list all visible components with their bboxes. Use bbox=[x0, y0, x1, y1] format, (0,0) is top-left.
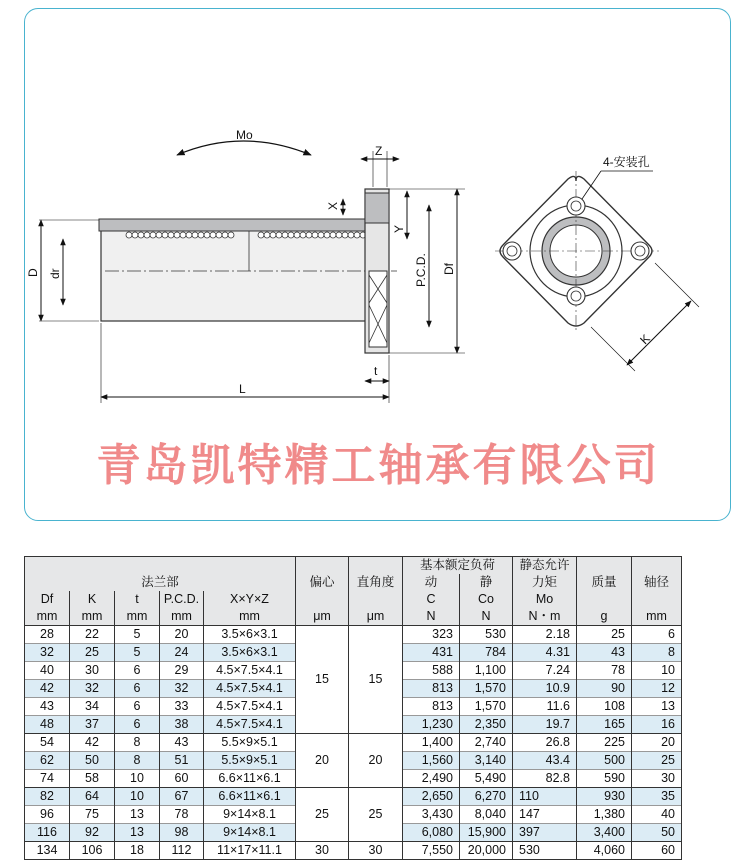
cell-mass: 590 bbox=[577, 770, 632, 788]
cell-shaft: 60 bbox=[632, 842, 682, 860]
cell-eccentric: 25 bbox=[296, 788, 349, 842]
cell-mass: 108 bbox=[577, 698, 632, 716]
unit-eccentric: μm bbox=[296, 608, 349, 626]
cell-xyz: 4.5×7.5×4.1 bbox=[204, 662, 296, 680]
cell-mo: 82.8 bbox=[513, 770, 577, 788]
cell-pcd: 78 bbox=[160, 806, 204, 824]
cell-t: 6 bbox=[115, 698, 160, 716]
cell-mo: 147 bbox=[513, 806, 577, 824]
cell-df: 40 bbox=[25, 662, 70, 680]
cell-t: 6 bbox=[115, 662, 160, 680]
cell-pcd: 51 bbox=[160, 752, 204, 770]
cell-df: 54 bbox=[25, 734, 70, 752]
unit-co: N bbox=[460, 608, 513, 626]
cell-c: 813 bbox=[403, 698, 460, 716]
header-dynamic: 动 bbox=[403, 574, 460, 591]
cell-mass: 225 bbox=[577, 734, 632, 752]
cell-t: 13 bbox=[115, 824, 160, 842]
label-mount-hole: 4-安装孔 bbox=[603, 155, 650, 169]
cell-k: 92 bbox=[70, 824, 115, 842]
col-pcd: P.C.D. bbox=[160, 591, 204, 608]
table-header bbox=[25, 557, 682, 626]
header-perpendicularity: 直角度 bbox=[349, 557, 403, 609]
unit-t: mm bbox=[115, 608, 160, 626]
cell-mass: 1,380 bbox=[577, 806, 632, 824]
unit-df: mm bbox=[25, 608, 70, 626]
cell-pcd: 67 bbox=[160, 788, 204, 806]
col-co: Co bbox=[460, 591, 513, 608]
cell-k: 64 bbox=[70, 788, 115, 806]
cell-shaft: 40 bbox=[632, 806, 682, 824]
cell-co: 20,000 bbox=[460, 842, 513, 860]
cell-df: 74 bbox=[25, 770, 70, 788]
label-k: K bbox=[637, 331, 653, 348]
label-y: Y bbox=[392, 224, 406, 233]
cell-co: 2,740 bbox=[460, 734, 513, 752]
moment-arrow bbox=[177, 141, 311, 155]
label-z: Z bbox=[375, 144, 383, 158]
col-df: Df bbox=[25, 591, 70, 608]
col-mo: Mo bbox=[513, 591, 577, 608]
cell-t: 18 bbox=[115, 842, 160, 860]
cell-df: 116 bbox=[25, 824, 70, 842]
cell-k: 106 bbox=[70, 842, 115, 860]
cell-perpendicularity: 15 bbox=[349, 626, 403, 734]
label-x: X bbox=[326, 201, 340, 210]
company-watermark: 青岛凯特精工轴承有限公司 bbox=[96, 440, 661, 491]
cell-xyz: 11×17×11.1 bbox=[204, 842, 296, 860]
cell-co: 530 bbox=[460, 626, 513, 644]
cell-t: 8 bbox=[115, 734, 160, 752]
table-row bbox=[25, 734, 682, 752]
cell-co: 3,140 bbox=[460, 752, 513, 770]
cell-df: 32 bbox=[25, 644, 70, 662]
table-row bbox=[25, 842, 682, 860]
label-df: Df bbox=[442, 263, 456, 275]
cell-k: 58 bbox=[70, 770, 115, 788]
cell-k: 25 bbox=[70, 644, 115, 662]
unit-xyz: mm bbox=[204, 608, 296, 626]
table-body bbox=[25, 626, 682, 860]
label-t: t bbox=[374, 364, 378, 378]
table-row bbox=[25, 626, 682, 644]
cell-t: 13 bbox=[115, 806, 160, 824]
cell-c: 1,560 bbox=[403, 752, 460, 770]
cell-mo: 10.9 bbox=[513, 680, 577, 698]
cell-mass: 25 bbox=[577, 626, 632, 644]
cell-k: 30 bbox=[70, 662, 115, 680]
cell-t: 6 bbox=[115, 680, 160, 698]
cell-xyz: 5.5×9×5.1 bbox=[204, 734, 296, 752]
cell-df: 134 bbox=[25, 842, 70, 860]
specification-table bbox=[24, 556, 682, 860]
cell-mo: 397 bbox=[513, 824, 577, 842]
cell-shaft: 50 bbox=[632, 824, 682, 842]
cell-c: 813 bbox=[403, 680, 460, 698]
cell-mass: 165 bbox=[577, 716, 632, 734]
unit-mo: N・m bbox=[513, 608, 577, 626]
cell-mo: 11.6 bbox=[513, 698, 577, 716]
cell-t: 6 bbox=[115, 716, 160, 734]
cell-shaft: 13 bbox=[632, 698, 682, 716]
cell-df: 62 bbox=[25, 752, 70, 770]
cell-t: 10 bbox=[115, 770, 160, 788]
cell-t: 8 bbox=[115, 752, 160, 770]
cell-mass: 3,400 bbox=[577, 824, 632, 842]
cell-xyz: 5.5×9×5.1 bbox=[204, 752, 296, 770]
cell-eccentric: 30 bbox=[296, 842, 349, 860]
cell-pcd: 98 bbox=[160, 824, 204, 842]
drawing-panel bbox=[24, 8, 731, 521]
cell-mass: 43 bbox=[577, 644, 632, 662]
cell-xyz: 9×14×8.1 bbox=[204, 806, 296, 824]
cell-mass: 78 bbox=[577, 662, 632, 680]
cell-mass: 930 bbox=[577, 788, 632, 806]
cell-co: 5,490 bbox=[460, 770, 513, 788]
cell-df: 28 bbox=[25, 626, 70, 644]
label-dr: dr bbox=[48, 268, 62, 279]
cell-pcd: 32 bbox=[160, 680, 204, 698]
header-static-moment: 静态允许 bbox=[513, 557, 577, 575]
col-t: t bbox=[115, 591, 160, 608]
header-mass: 质量 bbox=[577, 557, 632, 609]
flange-front-view bbox=[495, 171, 659, 331]
cell-shaft: 10 bbox=[632, 662, 682, 680]
cell-xyz: 4.5×7.5×4.1 bbox=[204, 716, 296, 734]
cell-xyz: 4.5×7.5×4.1 bbox=[204, 680, 296, 698]
cell-pcd: 29 bbox=[160, 662, 204, 680]
cell-t: 5 bbox=[115, 644, 160, 662]
bushing-side-view bbox=[99, 189, 397, 353]
cell-co: 6,270 bbox=[460, 788, 513, 806]
cell-co: 1,100 bbox=[460, 662, 513, 680]
cell-perpendicularity: 25 bbox=[349, 788, 403, 842]
cell-c: 588 bbox=[403, 662, 460, 680]
cell-co: 1,570 bbox=[460, 680, 513, 698]
cell-df: 48 bbox=[25, 716, 70, 734]
cell-co: 15,900 bbox=[460, 824, 513, 842]
cell-xyz: 3.5×6×3.1 bbox=[204, 626, 296, 644]
cell-shaft: 12 bbox=[632, 680, 682, 698]
cell-mo: 4.31 bbox=[513, 644, 577, 662]
col-c: C bbox=[403, 591, 460, 608]
cell-mo: 43.4 bbox=[513, 752, 577, 770]
cell-k: 32 bbox=[70, 680, 115, 698]
unit-shaft: mm bbox=[632, 608, 682, 626]
cell-c: 3,430 bbox=[403, 806, 460, 824]
cell-c: 1,230 bbox=[403, 716, 460, 734]
cell-xyz: 4.5×7.5×4.1 bbox=[204, 698, 296, 716]
cell-shaft: 6 bbox=[632, 626, 682, 644]
cell-c: 323 bbox=[403, 626, 460, 644]
col-k: K bbox=[70, 591, 115, 608]
cell-t: 5 bbox=[115, 626, 160, 644]
cell-xyz: 3.5×6×3.1 bbox=[204, 644, 296, 662]
cell-mass: 4,060 bbox=[577, 842, 632, 860]
cell-mo: 26.8 bbox=[513, 734, 577, 752]
cell-df: 43 bbox=[25, 698, 70, 716]
cell-mo: 110 bbox=[513, 788, 577, 806]
cell-co: 8,040 bbox=[460, 806, 513, 824]
cell-df: 42 bbox=[25, 680, 70, 698]
cell-df: 96 bbox=[25, 806, 70, 824]
cell-xyz: 6.6×11×6.1 bbox=[204, 770, 296, 788]
header-eccentric: 偏心 bbox=[296, 557, 349, 609]
cell-pcd: 38 bbox=[160, 716, 204, 734]
unit-k: mm bbox=[70, 608, 115, 626]
cell-shaft: 8 bbox=[632, 644, 682, 662]
unit-pcd: mm bbox=[160, 608, 204, 626]
cell-k: 75 bbox=[70, 806, 115, 824]
cell-k: 22 bbox=[70, 626, 115, 644]
cell-eccentric: 20 bbox=[296, 734, 349, 788]
cell-c: 2,490 bbox=[403, 770, 460, 788]
cell-k: 50 bbox=[70, 752, 115, 770]
cell-c: 7,550 bbox=[403, 842, 460, 860]
cell-pcd: 20 bbox=[160, 626, 204, 644]
header-shaft: 轴径 bbox=[632, 557, 682, 609]
cell-co: 784 bbox=[460, 644, 513, 662]
cell-t: 10 bbox=[115, 788, 160, 806]
cell-pcd: 33 bbox=[160, 698, 204, 716]
cell-c: 431 bbox=[403, 644, 460, 662]
cell-k: 34 bbox=[70, 698, 115, 716]
unit-c: N bbox=[403, 608, 460, 626]
cell-mo: 2.18 bbox=[513, 626, 577, 644]
cell-k: 37 bbox=[70, 716, 115, 734]
cell-mo: 19.7 bbox=[513, 716, 577, 734]
cell-c: 2,650 bbox=[403, 788, 460, 806]
cell-shaft: 20 bbox=[632, 734, 682, 752]
cell-pcd: 60 bbox=[160, 770, 204, 788]
label-d: D bbox=[26, 268, 40, 277]
cell-pcd: 43 bbox=[160, 734, 204, 752]
cell-shaft: 25 bbox=[632, 752, 682, 770]
cell-perpendicularity: 30 bbox=[349, 842, 403, 860]
cell-mo: 7.24 bbox=[513, 662, 577, 680]
label-moment: Mo bbox=[236, 128, 253, 142]
label-pcd: P.C.D. bbox=[414, 253, 428, 287]
cell-shaft: 16 bbox=[632, 716, 682, 734]
cell-c: 6,080 bbox=[403, 824, 460, 842]
cell-co: 2,350 bbox=[460, 716, 513, 734]
cell-shaft: 30 bbox=[632, 770, 682, 788]
cell-df: 82 bbox=[25, 788, 70, 806]
cell-co: 1,570 bbox=[460, 698, 513, 716]
table-row bbox=[25, 788, 682, 806]
header-load-rating: 基本额定负荷 bbox=[403, 557, 513, 575]
header-static: 静 bbox=[460, 574, 513, 591]
col-xyz: X×Y×Z bbox=[204, 591, 296, 608]
header-moment: 力矩 bbox=[513, 574, 577, 591]
cell-pcd: 112 bbox=[160, 842, 204, 860]
cell-k: 42 bbox=[70, 734, 115, 752]
cell-c: 1,400 bbox=[403, 734, 460, 752]
unit-mass: g bbox=[577, 608, 632, 626]
cell-perpendicularity: 20 bbox=[349, 734, 403, 788]
cell-xyz: 9×14×8.1 bbox=[204, 824, 296, 842]
cell-shaft: 35 bbox=[632, 788, 682, 806]
cell-xyz: 6.6×11×6.1 bbox=[204, 788, 296, 806]
cell-mass: 500 bbox=[577, 752, 632, 770]
header-flange: 法兰部 bbox=[25, 574, 296, 591]
cell-eccentric: 15 bbox=[296, 626, 349, 734]
cell-pcd: 24 bbox=[160, 644, 204, 662]
label-l: L bbox=[239, 382, 246, 396]
unit-perpendicularity: μm bbox=[349, 608, 403, 626]
cell-mo: 530 bbox=[513, 842, 577, 860]
cell-mass: 90 bbox=[577, 680, 632, 698]
